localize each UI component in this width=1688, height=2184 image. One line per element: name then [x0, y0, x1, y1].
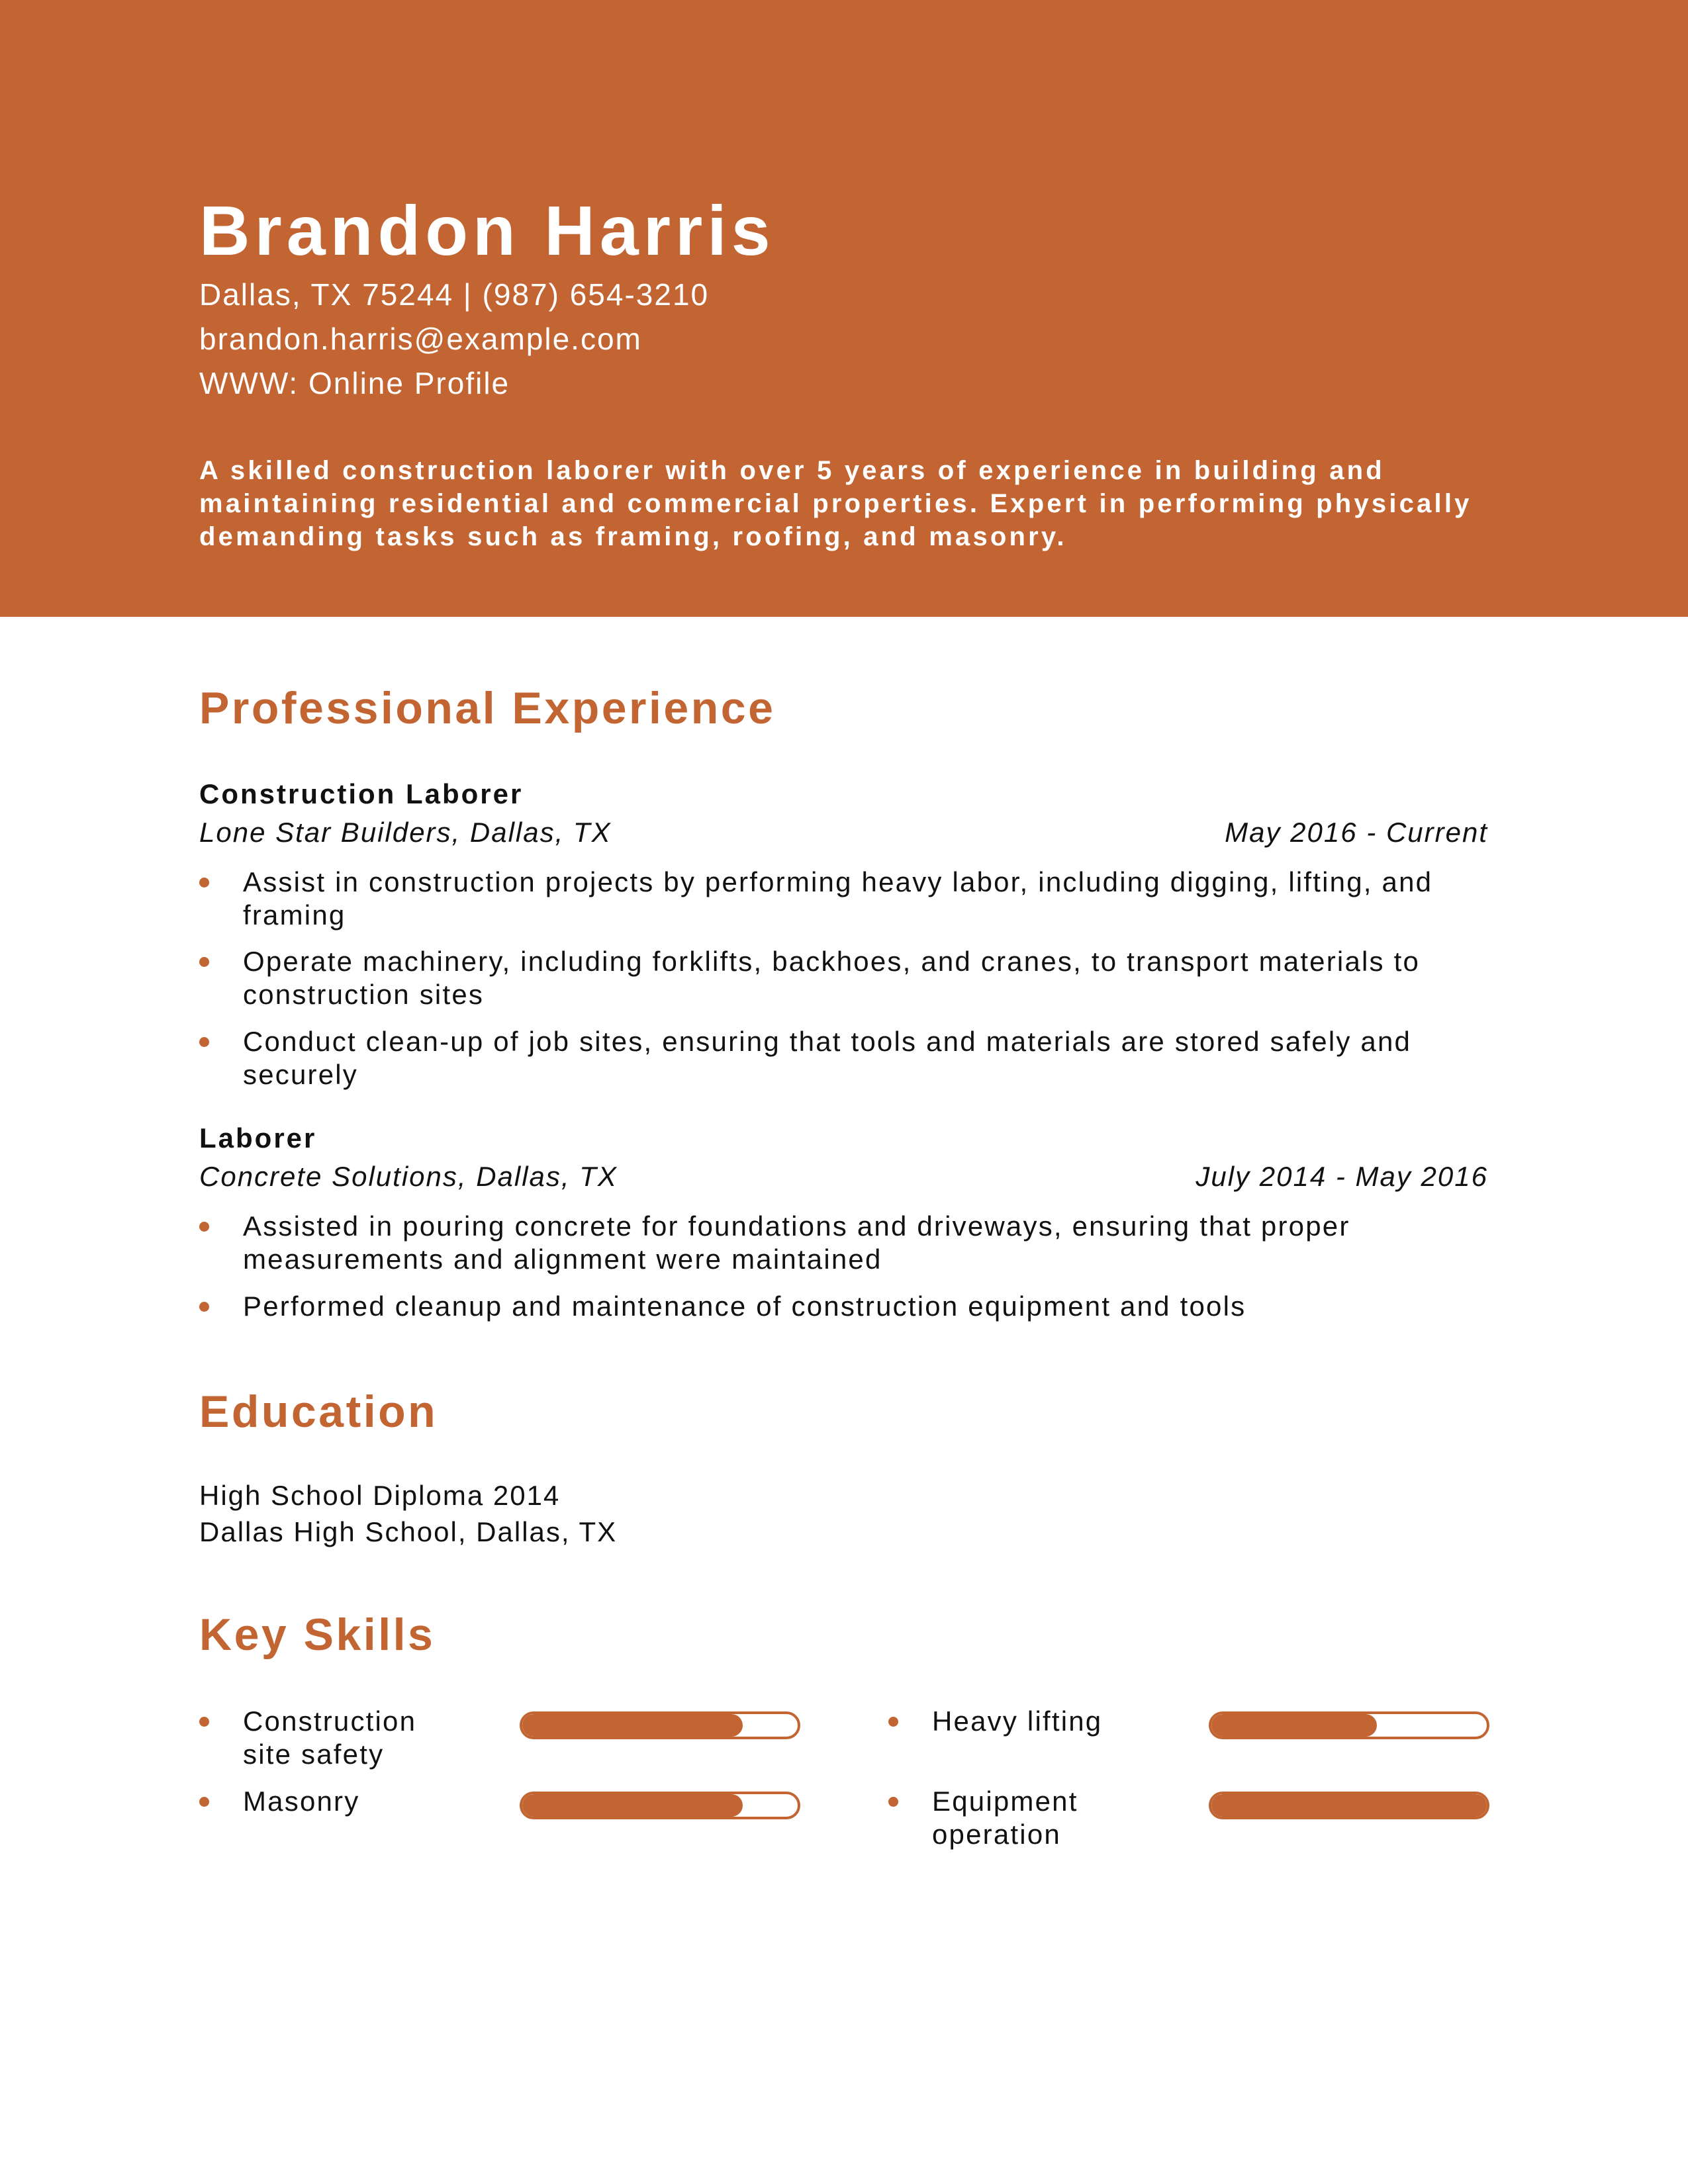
- bullet-text: Assisted in pouring concrete for foundations and driveways, ensuring that proper measurements and alignment were maintained: [243, 1210, 1350, 1275]
- skill-level-bar: [1209, 1711, 1489, 1739]
- skill-level-bar: [1209, 1792, 1489, 1819]
- bullet-icon: [199, 1717, 209, 1727]
- skill-name: Masonry: [243, 1786, 360, 1817]
- website-link[interactable]: WWW: Online Profile: [199, 366, 510, 400]
- bullet-icon: [888, 1717, 898, 1727]
- bullet-text: Operate machinery, including forklifts, backhoes, and cranes, to transport materials to construction sites: [243, 946, 1421, 1010]
- skill-name: Equipment operation: [932, 1786, 1078, 1850]
- professional-summary: A skilled construction laborer with over 5 years of experience in building and maintaining residential and commercial properties. Expert in performing physically demanding tasks such as framing, roofing, and masonry.: [199, 456, 1472, 551]
- job-dates: May 2016 - Current: [1225, 817, 1488, 848]
- bullet-icon: [888, 1797, 898, 1807]
- skill-level-bar: [520, 1792, 800, 1819]
- job-company: Concrete Solutions, Dallas, TX: [199, 1161, 618, 1192]
- skill-level-fill: [522, 1794, 743, 1817]
- experience-heading: Professional Experience: [199, 683, 776, 733]
- bullet-text: Performed cleanup and maintenance of construction equipment and tools: [243, 1291, 1246, 1322]
- bullet-icon: [199, 1037, 209, 1047]
- skill-level-fill: [522, 1714, 743, 1737]
- job-company: Lone Star Builders, Dallas, TX: [199, 817, 612, 848]
- email-link[interactable]: brandon.harris@example.com: [199, 322, 642, 356]
- skill-level-bar: [520, 1711, 800, 1739]
- skill-level-fill: [1211, 1794, 1487, 1817]
- skill-name: Heavy lifting: [932, 1706, 1103, 1737]
- skills-heading: Key Skills: [199, 1610, 436, 1660]
- bullet-icon: [199, 1222, 209, 1232]
- location-phone: Dallas, TX 75244 | (987) 654-3210: [199, 277, 710, 312]
- bullet-text: Assist in construction projects by performing heavy labor, including digging, lifting, and framing: [243, 866, 1433, 931]
- job-title: Construction Laborer: [199, 778, 524, 809]
- job-title: Laborer: [199, 1122, 317, 1154]
- skill-level-fill: [1211, 1714, 1377, 1737]
- bullet-icon: [199, 1797, 209, 1807]
- education-degree: High School Diploma 2014: [199, 1480, 561, 1511]
- education-school: Dallas High School, Dallas, TX: [199, 1516, 618, 1547]
- header-banner: [0, 0, 1688, 617]
- bullet-text: Conduct clean-up of job sites, ensuring that tools and materials are stored safely and securely: [243, 1026, 1412, 1090]
- skill-name: Construction site safety: [243, 1706, 417, 1770]
- education-heading: Education: [199, 1387, 438, 1437]
- bullet-icon: [199, 957, 209, 967]
- job-dates: July 2014 - May 2016: [1196, 1161, 1488, 1192]
- candidate-name: Brandon Harris: [199, 192, 775, 270]
- bullet-icon: [199, 878, 209, 887]
- bullet-icon: [199, 1302, 209, 1312]
